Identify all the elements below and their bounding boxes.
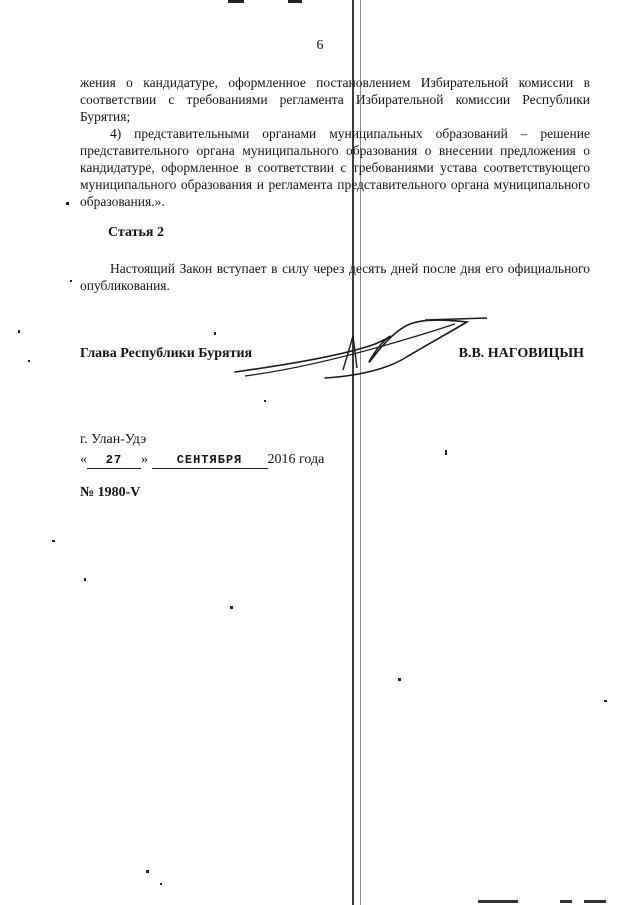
paragraph-effective-date: Настоящий Закон вступает в силу через десять дней после дня его официального опубликования. xyxy=(80,261,590,293)
paragraph-item-4: 4) представительными органами муниципальных образований – решение представительного органа муниципального образования о внесении предложения о кандидатуре, оформленное в соответствии с требованиями устава соответствующего муниципального образования и регламента представительного органа муниципального образования.». xyxy=(80,126,590,209)
signer-title: Глава Республики Бурятия xyxy=(80,346,253,361)
scan-artifact-top xyxy=(228,0,244,3)
scan-speck xyxy=(445,450,447,455)
scan-artifact-bottom xyxy=(560,900,572,903)
date-year: 2016 года xyxy=(267,452,325,467)
page-number: 6 xyxy=(316,38,324,53)
law-number: № 1980-V xyxy=(80,485,141,500)
scan-speck xyxy=(66,202,69,205)
signing-date xyxy=(80,452,324,469)
handwritten-signature xyxy=(225,310,495,390)
article-heading: Статья 2 xyxy=(108,225,164,240)
place-of-signing: г. Улан-Удэ xyxy=(80,432,147,447)
paragraph-continuation: жения о кандидатуре, оформленное постановлением Избирательной комиссии в соответствии с требованиями регламента Избирательной комиссии Республики Бурятия; xyxy=(80,75,590,124)
scan-speck xyxy=(230,606,233,609)
date-day: 27 xyxy=(105,453,123,467)
scan-artifact-top xyxy=(288,0,302,3)
scan-speck xyxy=(146,870,149,873)
scan-speck xyxy=(264,400,266,402)
scan-speck xyxy=(28,360,30,362)
scan-artifact-bottom xyxy=(584,900,606,903)
scan-speck xyxy=(398,678,401,681)
scan-speck xyxy=(52,540,55,542)
scan-speck xyxy=(160,883,162,885)
scan-speck xyxy=(214,332,216,335)
date-open-quote: « xyxy=(80,452,87,467)
date-close-quote: » xyxy=(141,452,148,467)
scan-speck xyxy=(604,700,607,702)
signer-name: В.В. НАГОВИЦЫН xyxy=(458,346,584,361)
date-month: СЕНТЯБРЯ xyxy=(176,453,243,467)
scan-speck xyxy=(70,280,72,282)
scan-speck xyxy=(84,578,86,581)
scan-speck xyxy=(18,330,20,333)
scan-artifact-bottom xyxy=(478,900,518,903)
